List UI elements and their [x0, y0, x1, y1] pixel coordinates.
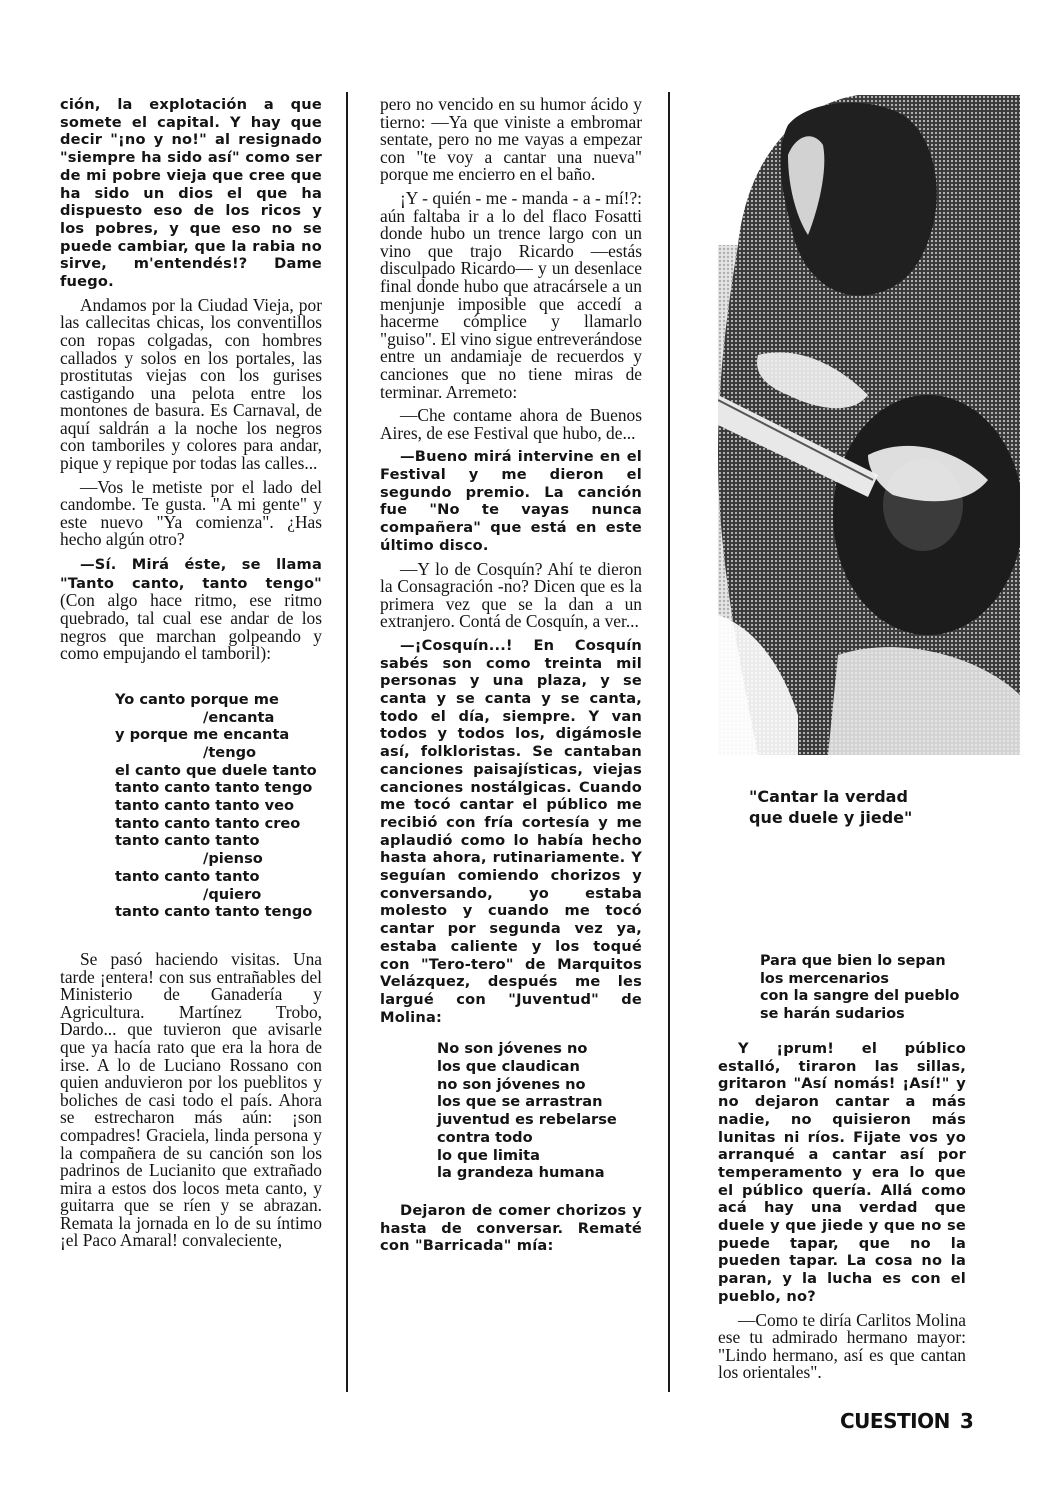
- paragraph: [60, 555, 322, 663]
- verse-line: tanto canto tanto creo: [115, 814, 301, 832]
- singer-photo-halftone: [718, 95, 1020, 755]
- paragraph: ción, la explotación a que somete el capital. Y hay que decir "¡no y no!" al resignado "siempre ha sido así" como ser de mi pobre vieja que cree que ha sido un dios el que ha dispuesto eso de los ricos y los pobres, y que eso no se puede cambiar, que la rabia no sirve, m'entendés!? Dame fuego.: [60, 96, 322, 291]
- paragraph: —¡Cosquín...! En Cosquín sabés son como treinta mil personas y una plaza, y se canta y se canta y se canta, todo el día, siempre. Y van todos y todos los, digámosle así, folkloristas. Se cantaban canciones paisajísticas, viejas canciones nostálgicas. Cuando me tocó cantar el público me recibió con fría cortesía y me aplaudió como lo había hecho hasta ahora, rutinariamente. Y seguían comiendo chorizos y conversando, yo estaba molesto y cuando me tocó cantar por segunda vez ya, estaba caliente y los toqué con "Tero-tero" de Marquitos Velázquez, después me les largué con "Juventud" de Molina:: [380, 636, 642, 1026]
- paragraph: Se pasó haciendo visitas. Una tarde ¡entera! con sus entrañables del Ministerio de Ganadería y Agricultura. Martínez Trobo, Dardo... que tuvieron que avisarle que ya hacía rato que era la hora de irse. A lo de Luciano Rossano con quien anduvieron por los pueblitos y boliches de casi todo el país. Ahora se estrecharon más aún: ¡son compadres! Graciela, linda persona y la compañera de su canción son los padrinos de Lucianito que extrañado mira a estos dos locos meta canto, y guitarra que se ríen y se abrazan. Remata la jornada en lo de su íntimo ¡el Paco Amaral! convaleciente,: [60, 948, 322, 1251]
- paragraph: —Bueno mirá intervine en el Festival y me dieron el segundo premio. La canción fue "No te vayas nunca compañera" que está en este último disco.: [380, 448, 642, 554]
- verse-line: tanto canto tanto tengo: [115, 903, 313, 921]
- verse-line: /encanta: [203, 708, 275, 726]
- verse-line: lo que limita: [437, 1146, 540, 1164]
- verse-line: tanto canto tanto veo: [115, 797, 295, 815]
- barricada-verse: [760, 953, 1000, 1023]
- verse-line: la grandeza humana: [437, 1164, 605, 1182]
- paragraph: Dejaron de comer chorizos y hasta de conversar. Rematé con "Barricada" mía:: [380, 1201, 642, 1255]
- caption-line: que duele y jiede": [749, 808, 913, 827]
- song-verse: [380, 1040, 642, 1182]
- magazine-name: CUESTION: [840, 1409, 950, 1433]
- verse-line: se harán sudarios: [760, 1005, 905, 1022]
- verse-line: No son jóvenes no: [437, 1040, 588, 1058]
- page-footer: [840, 1409, 973, 1433]
- verse-line: con la sangre del pueblo: [760, 988, 960, 1004]
- verse-line: /pienso: [203, 850, 263, 868]
- text-column-right: [718, 1040, 966, 1388]
- paragraph: —Como te diría Carlitos Molina ese tu admirado hermano mayor: "Lindo hermano, así es que cantan los orientales".: [718, 1309, 966, 1383]
- paragraph: Y ¡prum! el público estalló, tiraron las sillas, gritaron "Así nomás! ¡Así!" y no dejaron cantar a más nadie, no quisieron más lunitas ni ríos. Fijate vos yo arranqué a cantar así por temperamento y era lo que el público quería. Allá como acá hay una verdad que duele y que jiede y que no se puede tapar, que no la pueden tapar. La cosa no la paran, y la lucha es con el pueblo, no?: [718, 1040, 966, 1305]
- text-column-left: [60, 96, 322, 1256]
- verse-line: los que se arrastran: [437, 1093, 603, 1111]
- text-column-middle: [380, 96, 642, 1261]
- column-divider: [346, 92, 348, 1392]
- dialogue-bold: —Sí. Mirá éste, se llama "Tanto canto, tanto tengo": [60, 556, 322, 592]
- verse-line: los que claudican: [437, 1058, 580, 1076]
- verse-line: Yo canto porque me: [115, 690, 279, 708]
- verse-line: tanto canto tanto: [115, 832, 260, 850]
- photo-caption: [749, 786, 989, 828]
- verse-line: tanto canto tanto tengo: [115, 779, 313, 797]
- verse-line: no son jóvenes no: [437, 1075, 586, 1093]
- paragraph: —Vos le metiste por el lado del candombe. Te gusta. "A mi gente" y este nuevo "Ya comienza". ¿Has hecho algún otro?: [60, 476, 322, 550]
- verse-line: /quiero: [203, 885, 262, 903]
- column-divider: [668, 92, 670, 1392]
- verse-line: los mercenarios: [760, 970, 889, 987]
- verse-line: y porque me encanta: [115, 726, 290, 744]
- singer-photo: [718, 95, 1020, 755]
- paragraph: —Y lo de Cosquín? Ahí te dieron la Consagración -no? Dicen que es la primera vez que se la dan a un extranjero. Contá de Cosquín, a ver...: [380, 558, 642, 632]
- verse-line: juventud es rebelarse: [437, 1111, 617, 1129]
- verse-line: Para que bien lo sepan: [760, 953, 946, 969]
- paragraph: Andamos por la Ciudad Vieja, por las callecitas chicas, los conventillos con ropas colgadas, con hombres callados y solos en los portales, las prostitutas viejas con los gurises castigando una pelota entre los montones de basura. Es Carnaval, de aquí saldrán a la noche los negros con tamboriles y colores para andar, pique y repique por todas las calles...: [60, 294, 322, 474]
- verse-line: el canto que duele tanto: [115, 761, 317, 779]
- caption-line: "Cantar la verdad: [749, 787, 908, 806]
- verse-line: contra todo: [437, 1128, 533, 1146]
- page-number: 3: [959, 1409, 974, 1433]
- verse-line: /tengo: [203, 743, 257, 761]
- paragraph: ¡Y - quién - me - manda - a - mí!?: aún faltaba ir a lo del flaco Fosatti donde hubo un trence largo con un vino que trajo Ricardo —estás disculpado Ricardo— y un desenlace final donde hubo que atracársele a un menjunje imposible que accedí a hacerme cómplice y llamarlo "guiso". El vino sigue entreverándose entre un andamiaje de recuerdos y canciones que no tiene miras de terminar. Arremeto:: [380, 187, 642, 402]
- song-verse: [60, 691, 322, 921]
- paragraph: pero no vencido en su humor ácido y tierno: —Ya que viniste a embromar sentate, pero no me vayas a empezar con "te voy a cantar una nueva" porque me encierro en el baño.: [380, 94, 642, 185]
- dialogue-rest: (Con algo hace ritmo, ese ritmo quebrado, tal cual ese andar de los negros que marchan golpeando y como empujando el tamboril):: [60, 590, 322, 664]
- paragraph: —Che contame ahora de Buenos Aires, de ese Festival que hubo, de...: [380, 405, 642, 443]
- verse-line: tanto canto tanto: [115, 867, 260, 885]
